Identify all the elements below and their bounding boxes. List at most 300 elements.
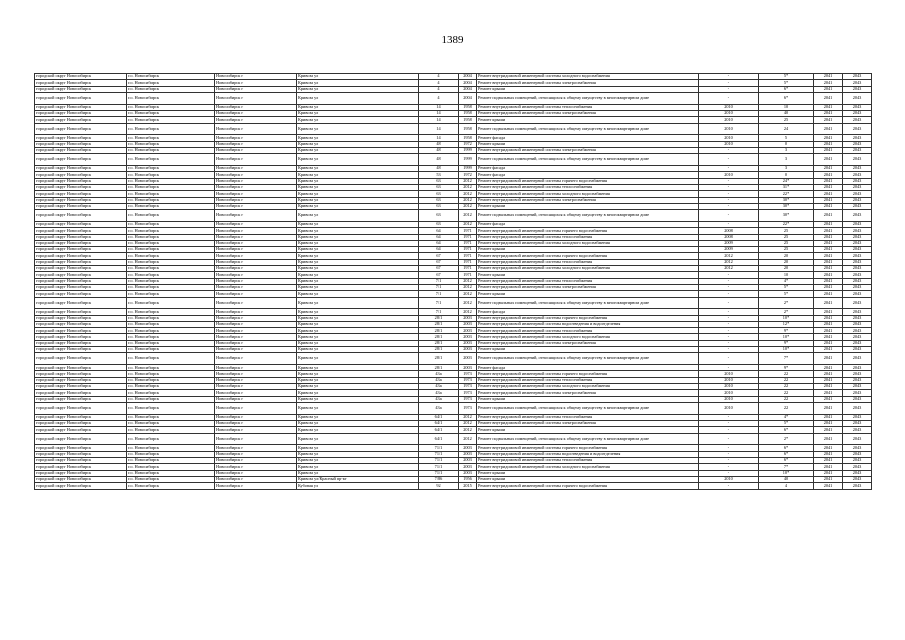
build-year-cell: 2012 xyxy=(459,427,477,433)
plan-end-year-cell: 2043 xyxy=(843,172,872,178)
plan-end-year-cell: 2043 xyxy=(843,340,872,346)
house-number-cell: 7/1 xyxy=(419,291,459,297)
plan-start-year-cell: 2041 xyxy=(814,427,843,433)
wear-percent-cell: 10* xyxy=(759,470,814,476)
house-number-cell: 7/86 xyxy=(419,476,459,482)
house-number-cell: 64 xyxy=(419,247,459,253)
house-number-cell: 7/1 xyxy=(419,309,459,315)
street-cell: Кривоза ул xyxy=(297,309,419,315)
work-type-cell: Ремонт фасада xyxy=(477,221,699,227)
previous-repair-year-cell: - xyxy=(699,272,759,278)
municipality-cell: городской округ Новосибирск xyxy=(35,353,127,365)
plan-end-year-cell: 2043 xyxy=(843,390,872,396)
district-cell: г.о. Новосибирск xyxy=(127,266,215,272)
municipality-cell: городской округ Новосибирск xyxy=(35,390,127,396)
wear-percent-cell: 4* xyxy=(759,414,814,420)
district-cell: г.о. Новосибирск xyxy=(127,240,215,246)
municipality-cell: городской округ Новосибирск xyxy=(35,221,127,227)
wear-percent-cell: 5* xyxy=(759,421,814,427)
wear-percent-cell: 25 xyxy=(759,247,814,253)
street-cell: Кривоза ул xyxy=(297,328,419,334)
street-cell: Кривоза ул xyxy=(297,384,419,390)
municipality-cell: городской округ Новосибирск xyxy=(35,184,127,190)
build-year-cell: 2012 xyxy=(459,197,477,203)
street-cell: Кубовая ул xyxy=(297,483,419,489)
build-year-cell: 2003 xyxy=(459,353,477,365)
street-cell: Кривоза ул xyxy=(297,347,419,353)
plan-start-year-cell: 2041 xyxy=(814,272,843,278)
previous-repair-year-cell: - xyxy=(699,203,759,209)
district-cell: г.о. Новосибирск xyxy=(127,272,215,278)
build-year-cell: 2003 xyxy=(459,334,477,340)
previous-repair-year-cell: - xyxy=(699,80,759,86)
table-row xyxy=(35,154,872,166)
previous-repair-year-cell: - xyxy=(699,421,759,427)
plan-end-year-cell: 2043 xyxy=(843,178,872,184)
work-type-cell: Ремонт внутридомовой инженерной системы холодного водоснабжения xyxy=(477,191,699,197)
house-number-cell: 43а xyxy=(419,377,459,383)
build-year-cell: 1958 xyxy=(459,104,477,110)
street-cell: Кривоза ул xyxy=(297,147,419,153)
plan-start-year-cell: 2041 xyxy=(814,309,843,315)
district-cell: г.о. Новосибирск xyxy=(127,221,215,227)
previous-repair-year-cell: 2010 xyxy=(699,172,759,178)
house-number-cell: 28/1 xyxy=(419,315,459,321)
wear-percent-cell: 25 xyxy=(759,234,814,240)
previous-repair-year-cell: - xyxy=(699,470,759,476)
municipality-cell: городской округ Новосибирск xyxy=(35,203,127,209)
district-cell: г.о. Новосибирск xyxy=(127,445,215,451)
plan-start-year-cell: 2041 xyxy=(814,390,843,396)
plan-start-year-cell: 2041 xyxy=(814,234,843,240)
city-cell: Новосибирск г xyxy=(215,117,297,123)
work-type-cell: Ремонт внутридомовой инженерной системы теплоснабжения xyxy=(477,328,699,334)
city-cell: Новосибирск г xyxy=(215,353,297,365)
city-cell: Новосибирск г xyxy=(215,221,297,227)
plan-start-year-cell: 2041 xyxy=(814,365,843,371)
street-cell: Кривоза ул xyxy=(297,427,419,433)
plan-start-year-cell: 2041 xyxy=(814,321,843,327)
house-number-cell: 53 xyxy=(419,172,459,178)
district-cell: г.о. Новосибирск xyxy=(127,464,215,470)
city-cell: Новосибирск г xyxy=(215,414,297,420)
street-cell: Кривоза ул xyxy=(297,221,419,227)
city-cell: Новосибирск г xyxy=(215,272,297,278)
plan-end-year-cell: 2043 xyxy=(843,80,872,86)
wear-percent-cell: 4 xyxy=(759,483,814,489)
street-cell: Кривоза ул xyxy=(297,315,419,321)
plan-end-year-cell: 2043 xyxy=(843,278,872,284)
city-cell: Новосибирск г xyxy=(215,458,297,464)
city-cell: Новосибирск г xyxy=(215,464,297,470)
street-cell: Кривоза ул xyxy=(297,141,419,147)
municipality-cell: городской округ Новосибирск xyxy=(35,334,127,340)
city-cell: Новосибирск г xyxy=(215,166,297,172)
house-number-cell: 43а xyxy=(419,396,459,402)
municipality-cell: городской округ Новосибирск xyxy=(35,396,127,402)
house-number-cell: 4 xyxy=(419,92,459,104)
work-type-cell: Ремонт внутридомовой инженерной системы холодного водоснабжения xyxy=(477,74,699,80)
district-cell: г.о. Новосибирск xyxy=(127,377,215,383)
work-type-cell: Ремонт фасада xyxy=(477,309,699,315)
plan-end-year-cell: 2043 xyxy=(843,234,872,240)
work-type-cell: Ремонт подвальных помещений, относящихся к общему имуществу в многоквартирном доме xyxy=(477,210,699,222)
wear-percent-cell: 22 xyxy=(759,402,814,414)
municipality-cell: городской округ Новосибирск xyxy=(35,141,127,147)
district-cell: г.о. Новосибирск xyxy=(127,433,215,445)
plan-start-year-cell: 2041 xyxy=(814,92,843,104)
municipality-cell: городской округ Новосибирск xyxy=(35,371,127,377)
wear-percent-cell: 22 xyxy=(759,377,814,383)
build-year-cell: 2003 xyxy=(459,347,477,353)
district-cell: г.о. Новосибирск xyxy=(127,278,215,284)
previous-repair-year-cell: 2010 xyxy=(699,135,759,141)
plan-start-year-cell: 2041 xyxy=(814,86,843,92)
plan-end-year-cell: 2043 xyxy=(843,117,872,123)
plan-start-year-cell: 2041 xyxy=(814,334,843,340)
build-year-cell: 1971 xyxy=(459,247,477,253)
work-type-cell: Ремонт внутридомовой инженерной системы горячего водоснабжения xyxy=(477,228,699,234)
plan-end-year-cell: 2043 xyxy=(843,228,872,234)
wear-percent-cell: 25 xyxy=(759,117,814,123)
street-cell: Кривоза ул xyxy=(297,445,419,451)
street-cell: Кривоза ул xyxy=(297,353,419,365)
wear-percent-cell: 40 xyxy=(759,110,814,116)
previous-repair-year-cell: - xyxy=(699,284,759,290)
work-type-cell: Ремонт крыши xyxy=(477,347,699,353)
district-cell: г.о. Новосибирск xyxy=(127,228,215,234)
plan-start-year-cell: 2041 xyxy=(814,197,843,203)
municipality-cell: городской округ Новосибирск xyxy=(35,104,127,110)
plan-end-year-cell: 2043 xyxy=(843,240,872,246)
municipality-cell: городской округ Новосибирск xyxy=(35,458,127,464)
city-cell: Новосибирск г xyxy=(215,476,297,482)
previous-repair-year-cell: 2010 xyxy=(699,384,759,390)
plan-start-year-cell: 2041 xyxy=(814,433,843,445)
plan-start-year-cell: 2041 xyxy=(814,414,843,420)
previous-repair-year-cell: - xyxy=(699,334,759,340)
city-cell: Новосибирск г xyxy=(215,315,297,321)
plan-end-year-cell: 2043 xyxy=(843,253,872,259)
build-year-cell: 2012 xyxy=(459,278,477,284)
house-number-cell: 28/1 xyxy=(419,347,459,353)
work-type-cell: Ремонт крыши xyxy=(477,203,699,209)
plan-end-year-cell: 2043 xyxy=(843,221,872,227)
build-year-cell: 2012 xyxy=(459,309,477,315)
plan-start-year-cell: 2041 xyxy=(814,384,843,390)
district-cell: г.о. Новосибирск xyxy=(127,451,215,457)
build-year-cell: 1958 xyxy=(459,135,477,141)
build-year-cell: 2003 xyxy=(459,365,477,371)
street-cell: Кривоза ул xyxy=(297,135,419,141)
city-cell: Новосибирск г xyxy=(215,210,297,222)
wear-percent-cell: 9* xyxy=(759,340,814,346)
previous-repair-year-cell: 2008 xyxy=(699,228,759,234)
build-year-cell: 2012 xyxy=(459,184,477,190)
district-cell: г.о. Новосибирск xyxy=(127,247,215,253)
plan-end-year-cell: 2043 xyxy=(843,353,872,365)
previous-repair-year-cell: - xyxy=(699,464,759,470)
wear-percent-cell: 20 xyxy=(759,266,814,272)
district-cell: г.о. Новосибирск xyxy=(127,154,215,166)
district-cell: г.о. Новосибирск xyxy=(127,166,215,172)
plan-start-year-cell: 2041 xyxy=(814,240,843,246)
wear-percent-cell: 0 xyxy=(759,141,814,147)
previous-repair-year-cell: - xyxy=(699,483,759,489)
city-cell: Новосибирск г xyxy=(215,284,297,290)
street-cell: Кривоза ул xyxy=(297,228,419,234)
house-number-cell: 64 xyxy=(419,228,459,234)
build-year-cell: 1999 xyxy=(459,154,477,166)
wear-percent-cell: 7* xyxy=(759,353,814,365)
build-year-cell: 1971 xyxy=(459,240,477,246)
district-cell: г.о. Новосибирск xyxy=(127,315,215,321)
house-number-cell: 64/1 xyxy=(419,433,459,445)
plan-start-year-cell: 2041 xyxy=(814,371,843,377)
previous-repair-year-cell: - xyxy=(699,315,759,321)
city-cell: Новосибирск г xyxy=(215,80,297,86)
plan-start-year-cell: 2041 xyxy=(814,253,843,259)
plan-end-year-cell: 2043 xyxy=(843,321,872,327)
plan-start-year-cell: 2041 xyxy=(814,80,843,86)
street-cell: Кривоза ул xyxy=(297,80,419,86)
house-number-cell: 71/1 xyxy=(419,451,459,457)
street-cell: Кривоза ул xyxy=(297,396,419,402)
district-cell: г.о. Новосибирск xyxy=(127,178,215,184)
work-type-cell: Ремонт внутридомовой инженерной системы электроснабжения xyxy=(477,340,699,346)
street-cell: Кривоза ул xyxy=(297,464,419,470)
municipality-cell: городской округ Новосибирск xyxy=(35,80,127,86)
district-cell: г.о. Новосибирск xyxy=(127,321,215,327)
work-type-cell: Ремонт крыши xyxy=(477,272,699,278)
municipality-cell: городской округ Новосибирск xyxy=(35,377,127,383)
house-number-cell: 63 xyxy=(419,197,459,203)
work-type-cell: Ремонт подвальных помещений, относящихся к общему имуществу в многоквартирном доме xyxy=(477,402,699,414)
municipality-cell: городской округ Новосибирск xyxy=(35,347,127,353)
previous-repair-year-cell: - xyxy=(699,291,759,297)
district-cell: г.о. Новосибирск xyxy=(127,191,215,197)
register-table-body xyxy=(35,74,872,490)
municipality-cell: городской округ Новосибирск xyxy=(35,253,127,259)
build-year-cell: 1973 xyxy=(459,402,477,414)
build-year-cell: 2012 xyxy=(459,433,477,445)
wear-percent-cell: 4* xyxy=(759,278,814,284)
city-cell: Новосибирск г xyxy=(215,396,297,402)
build-year-cell: 1999 xyxy=(459,166,477,172)
district-cell: г.о. Новосибирск xyxy=(127,414,215,420)
work-type-cell: Ремонт внутридомовой инженерной системы горячего водоснабжения xyxy=(477,178,699,184)
work-type-cell: Ремонт внутридомовой инженерной системы теплоснабжения xyxy=(477,259,699,265)
work-type-cell: Ремонт внутридомовой инженерной системы водоотведения и водоотделения xyxy=(477,451,699,457)
build-year-cell: 2004 xyxy=(459,74,477,80)
previous-repair-year-cell: - xyxy=(699,365,759,371)
city-cell: Новосибирск г xyxy=(215,321,297,327)
city-cell: Новосибирск г xyxy=(215,197,297,203)
work-type-cell: Ремонт подвальных помещений, относящихся к общему имуществу в многоквартирном доме xyxy=(477,353,699,365)
build-year-cell: 1971 xyxy=(459,228,477,234)
house-number-cell: 48 xyxy=(419,154,459,166)
plan-end-year-cell: 2043 xyxy=(843,291,872,297)
district-cell: г.о. Новосибирск xyxy=(127,340,215,346)
house-number-cell: 67 xyxy=(419,272,459,278)
street-cell: Кривоза ул xyxy=(297,291,419,297)
build-year-cell: 2003 xyxy=(459,445,477,451)
table-row xyxy=(35,210,872,222)
district-cell: г.о. Новосибирск xyxy=(127,184,215,190)
build-year-cell: 2003 xyxy=(459,451,477,457)
work-type-cell: Ремонт фасада xyxy=(477,172,699,178)
plan-end-year-cell: 2043 xyxy=(843,328,872,334)
district-cell: г.о. Новосибирск xyxy=(127,253,215,259)
house-number-cell: 64/1 xyxy=(419,414,459,420)
city-cell: Новосибирск г xyxy=(215,154,297,166)
plan-end-year-cell: 2043 xyxy=(843,451,872,457)
plan-end-year-cell: 2043 xyxy=(843,483,872,489)
street-cell: Кривоза ул xyxy=(297,321,419,327)
street-cell: Кривоза ул xyxy=(297,451,419,457)
work-type-cell: Ремонт внутридомовой инженерной системы водоотведения и водоотделения xyxy=(477,321,699,327)
district-cell: г.о. Новосибирск xyxy=(127,110,215,116)
previous-repair-year-cell: 2010 xyxy=(699,390,759,396)
build-year-cell: 2003 xyxy=(459,315,477,321)
work-type-cell: Ремонт внутридомовой инженерной системы теплоснабжения xyxy=(477,184,699,190)
city-cell: Новосибирск г xyxy=(215,234,297,240)
house-number-cell: 64/1 xyxy=(419,427,459,433)
work-type-cell: Ремонт подвальных помещений, относящихся к общему имуществу в многоквартирном доме xyxy=(477,92,699,104)
municipality-cell: городской округ Новосибирск xyxy=(35,86,127,92)
city-cell: Новосибирск г xyxy=(215,92,297,104)
house-number-cell: 67 xyxy=(419,259,459,265)
district-cell: г.о. Новосибирск xyxy=(127,80,215,86)
house-number-cell: 63 xyxy=(419,203,459,209)
work-type-cell: Ремонт фасада xyxy=(477,166,699,172)
municipality-cell: городской округ Новосибирск xyxy=(35,451,127,457)
municipality-cell: городской округ Новосибирск xyxy=(35,284,127,290)
work-type-cell: Ремонт подвальных помещений, относящихся к общему имуществу в многоквартирном доме xyxy=(477,433,699,445)
plan-start-year-cell: 2041 xyxy=(814,470,843,476)
house-number-cell: 14 xyxy=(419,110,459,116)
work-type-cell: Ремонт подвальных помещений, относящихся к общему имуществу в многоквартирном доме xyxy=(477,297,699,309)
previous-repair-year-cell: - xyxy=(699,451,759,457)
work-type-cell: Ремонт внутридомовой инженерной системы горячего водоснабжения xyxy=(477,371,699,377)
plan-end-year-cell: 2043 xyxy=(843,315,872,321)
work-type-cell: Ремонт крыши xyxy=(477,476,699,482)
house-number-cell: 7/1 xyxy=(419,297,459,309)
city-cell: Новосибирск г xyxy=(215,104,297,110)
street-cell: Кривоза ул xyxy=(297,197,419,203)
city-cell: Новосибирск г xyxy=(215,445,297,451)
previous-repair-year-cell: - xyxy=(699,427,759,433)
street-cell: Кривоза ул xyxy=(297,340,419,346)
plan-end-year-cell: 2043 xyxy=(843,166,872,172)
previous-repair-year-cell: - xyxy=(699,321,759,327)
previous-repair-year-cell: - xyxy=(699,86,759,92)
district-cell: г.о. Новосибирск xyxy=(127,234,215,240)
house-number-cell: 48 xyxy=(419,166,459,172)
district-cell: г.о. Новосибирск xyxy=(127,470,215,476)
work-type-cell: Ремонт крыши xyxy=(477,141,699,147)
plan-start-year-cell: 2041 xyxy=(814,172,843,178)
street-cell: Кривоза ул xyxy=(297,203,419,209)
city-cell: Новосибирск г xyxy=(215,110,297,116)
work-type-cell: Ремонт крыши xyxy=(477,291,699,297)
wear-percent-cell: 22* xyxy=(759,191,814,197)
district-cell: г.о. Новосибирск xyxy=(127,371,215,377)
house-number-cell: 4 xyxy=(419,80,459,86)
municipality-cell: городской округ Новосибирск xyxy=(35,197,127,203)
previous-repair-year-cell: - xyxy=(699,221,759,227)
wear-percent-cell: 40 xyxy=(759,476,814,482)
street-cell: Кривоза ул xyxy=(297,172,419,178)
house-number-cell: 71/1 xyxy=(419,464,459,470)
street-cell: Кривоза ул xyxy=(297,247,419,253)
municipality-cell: городской округ Новосибирск xyxy=(35,110,127,116)
plan-end-year-cell: 2043 xyxy=(843,334,872,340)
street-cell: Кривоза ул xyxy=(297,402,419,414)
street-cell: Кривоза ул xyxy=(297,92,419,104)
district-cell: г.о. Новосибирск xyxy=(127,297,215,309)
wear-percent-cell: 22* xyxy=(759,221,814,227)
city-cell: Новосибирск г xyxy=(215,470,297,476)
wear-percent-cell: 12* xyxy=(759,321,814,327)
municipality-cell: городской округ Новосибирск xyxy=(35,321,127,327)
street-cell: Кривоза ул xyxy=(297,191,419,197)
work-type-cell: Ремонт подвальных помещений, относящихся к общему имуществу в многоквартирном доме xyxy=(477,154,699,166)
city-cell: Новосибирск г xyxy=(215,334,297,340)
street-cell: Кривоза ул xyxy=(297,433,419,445)
build-year-cell: 1971 xyxy=(459,259,477,265)
previous-repair-year-cell: - xyxy=(699,458,759,464)
district-cell: г.о. Новосибирск xyxy=(127,347,215,353)
city-cell: Новосибирск г xyxy=(215,291,297,297)
plan-end-year-cell: 2043 xyxy=(843,191,872,197)
wear-percent-cell: 9* xyxy=(759,365,814,371)
district-cell: г.о. Новосибирск xyxy=(127,172,215,178)
house-number-cell: 4 xyxy=(419,86,459,92)
plan-start-year-cell: 2041 xyxy=(814,458,843,464)
previous-repair-year-cell: 2012 xyxy=(699,259,759,265)
wear-percent-cell: 22 xyxy=(759,396,814,402)
street-cell: Кривоза ул xyxy=(297,371,419,377)
house-number-cell: 28/1 xyxy=(419,321,459,327)
plan-start-year-cell: 2041 xyxy=(814,353,843,365)
city-cell: Новосибирск г xyxy=(215,377,297,383)
work-type-cell: Ремонт внутридомовой инженерной системы теплоснабжения xyxy=(477,414,699,420)
previous-repair-year-cell: - xyxy=(699,191,759,197)
build-year-cell: 2012 xyxy=(459,284,477,290)
wear-percent-cell: 6* xyxy=(759,92,814,104)
build-year-cell: 1973 xyxy=(459,371,477,377)
street-cell: Кривоза ул xyxy=(297,210,419,222)
plan-end-year-cell: 2043 xyxy=(843,74,872,80)
municipality-cell: городской округ Новосибирск xyxy=(35,476,127,482)
previous-repair-year-cell: - xyxy=(699,328,759,334)
plan-end-year-cell: 2043 xyxy=(843,402,872,414)
city-cell: Новосибирск г xyxy=(215,347,297,353)
wear-percent-cell: 30* xyxy=(759,203,814,209)
plan-start-year-cell: 2041 xyxy=(814,110,843,116)
district-cell: г.о. Новосибирск xyxy=(127,328,215,334)
district-cell: г.о. Новосибирск xyxy=(127,259,215,265)
previous-repair-year-cell: - xyxy=(699,92,759,104)
municipality-cell: городской округ Новосибирск xyxy=(35,297,127,309)
plan-end-year-cell: 2043 xyxy=(843,365,872,371)
build-year-cell: 2004 xyxy=(459,86,477,92)
work-type-cell: Ремонт внутридомовой инженерной системы электроснабжения xyxy=(477,110,699,116)
previous-repair-year-cell: 2010 xyxy=(699,377,759,383)
wear-percent-cell: 6* xyxy=(759,427,814,433)
wear-percent-cell: 2* xyxy=(759,433,814,445)
